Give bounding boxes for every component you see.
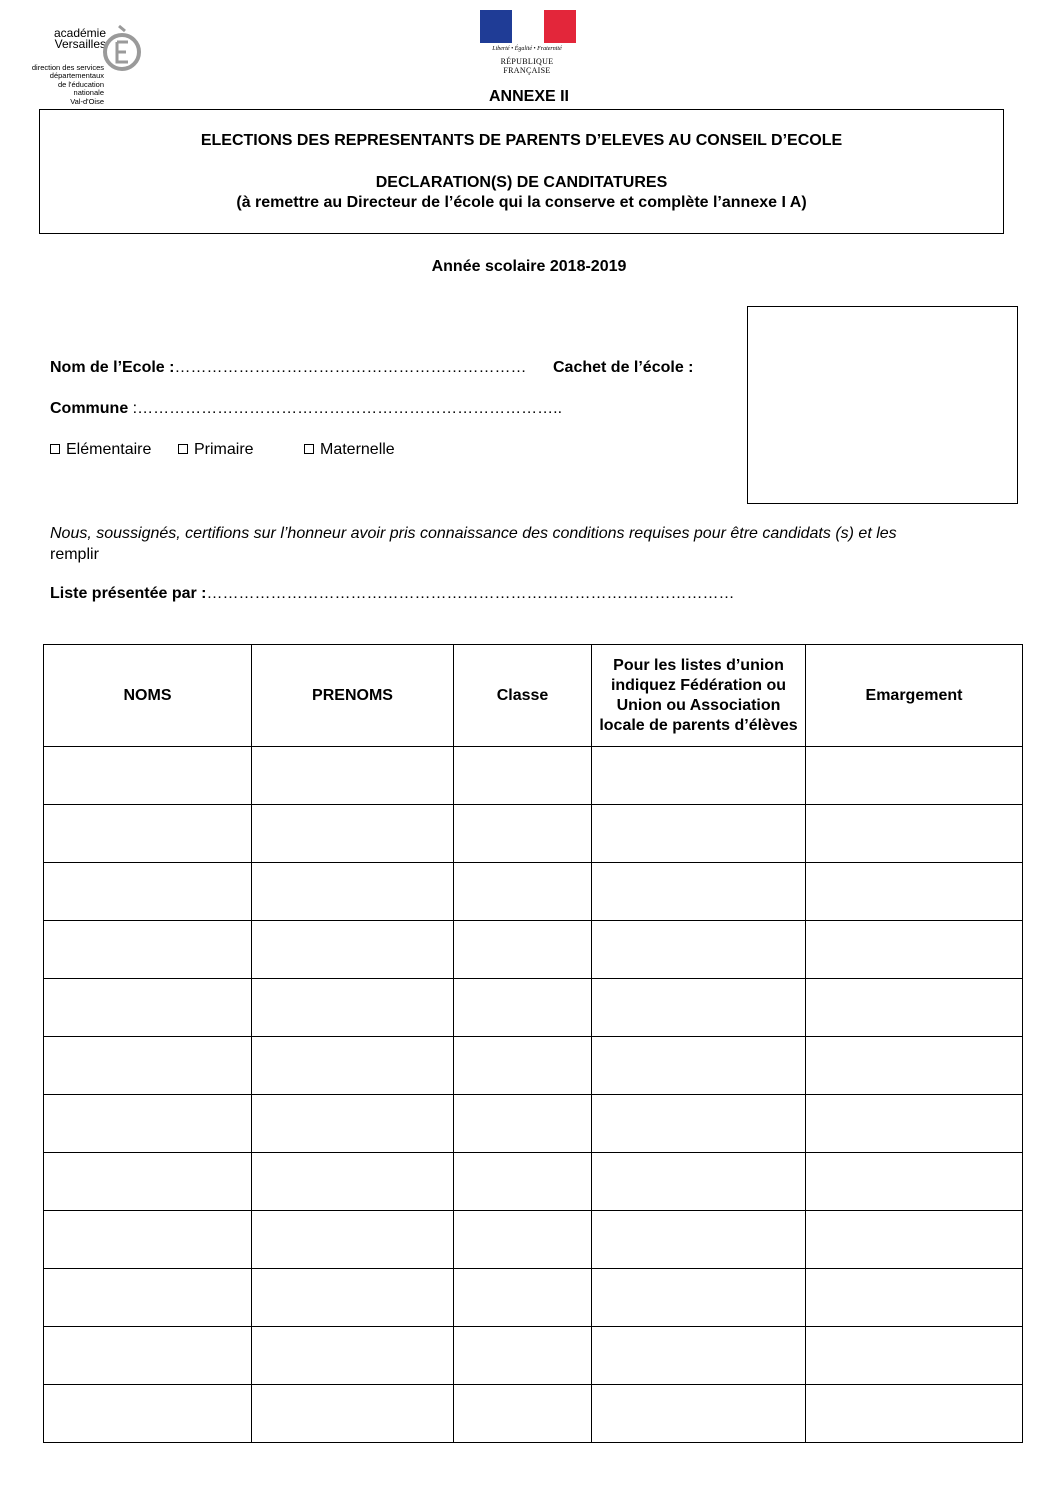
declaration-title: DECLARATION(S) DE CANDITATURES [375, 174, 668, 191]
school-name-dots: ………………………………………………………… [174, 359, 527, 376]
cell-union[interactable] [592, 1095, 806, 1153]
cell-union[interactable] [592, 979, 806, 1037]
cell-nom[interactable] [44, 863, 252, 921]
cell-union[interactable] [592, 1385, 806, 1443]
cell-prenom[interactable] [252, 979, 454, 1037]
table-row [44, 1269, 1023, 1327]
cell-union[interactable] [592, 1327, 806, 1385]
elections-title: ELECTIONS DES REPRESENTANTS DE PARENTS D’ELEVES AU CONSEIL D’ECOLE [200, 132, 843, 149]
col-header-classe: Classe [454, 645, 592, 747]
commune-label: Commune [50, 400, 129, 417]
annexe-title: ANNEXE II [488, 88, 569, 105]
table-row [44, 921, 1023, 979]
republique-francaise-logo [478, 10, 576, 74]
cell-classe[interactable] [454, 747, 592, 805]
cell-nom[interactable] [44, 1095, 252, 1153]
cell-nom[interactable] [44, 1037, 252, 1095]
cell-union[interactable] [592, 863, 806, 921]
table-row [44, 1327, 1023, 1385]
table-row [44, 805, 1023, 863]
cell-emargement[interactable] [806, 1095, 1023, 1153]
col-header-prenoms: PRENOMS [252, 645, 454, 747]
table-row [44, 1385, 1023, 1443]
cell-emargement[interactable] [806, 1037, 1023, 1095]
checkbox-icon[interactable] [304, 444, 314, 454]
school-type-elementaire[interactable]: Elémentaire [50, 441, 151, 459]
cell-union[interactable] [592, 1153, 806, 1211]
cell-nom[interactable] [44, 1385, 252, 1443]
attestation-italic: Nous, soussignés, certifions sur l’honneur avoir pris connaissance des conditions requises pour être candidats (s) et les [50, 525, 897, 542]
cell-prenom[interactable] [252, 1269, 454, 1327]
table-row [44, 747, 1023, 805]
cell-classe[interactable] [454, 1269, 592, 1327]
cell-emargement[interactable] [806, 979, 1023, 1037]
academie-department: direction des services départementaux de l'éducation nationale Val-d'Oise [31, 63, 104, 106]
cell-prenom[interactable] [252, 1095, 454, 1153]
attestation-statement [50, 523, 1010, 565]
list-presenter-label: Liste présentée par : [50, 585, 207, 602]
declaration-instructions: (à remettre au Directeur de l’école qui la conserve et complète l’annexe I A) [236, 194, 807, 211]
candidates-table [43, 644, 1023, 1443]
table-body [44, 747, 1023, 1443]
cell-nom[interactable] [44, 747, 252, 805]
checkbox-icon[interactable] [50, 444, 60, 454]
cell-prenom[interactable] [252, 1327, 454, 1385]
cell-prenom[interactable] [252, 921, 454, 979]
academie-name: académie Versailles [53, 26, 106, 51]
cell-prenom[interactable] [252, 863, 454, 921]
flag-red-stripe [544, 10, 576, 43]
cell-emargement[interactable] [806, 863, 1023, 921]
table-row [44, 1037, 1023, 1095]
cell-classe[interactable] [454, 979, 592, 1037]
list-presenter-dots: ……………………………………………………………………………………… [206, 585, 735, 602]
header-box [39, 109, 1004, 234]
cell-union[interactable] [592, 921, 806, 979]
cell-nom[interactable] [44, 805, 252, 863]
cell-nom[interactable] [44, 1211, 252, 1269]
table-row [44, 979, 1023, 1037]
republique-name: RÉPUBLIQUE FRANÇAISE [500, 57, 554, 75]
cell-classe[interactable] [454, 1037, 592, 1095]
republique-motto: Liberté • Égalité • Fraternité [492, 46, 562, 52]
cell-classe[interactable] [454, 1095, 592, 1153]
cell-prenom[interactable] [252, 805, 454, 863]
col-header-noms: NOMS [44, 645, 252, 747]
school-name-field[interactable] [50, 359, 526, 377]
cell-emargement[interactable] [806, 1327, 1023, 1385]
cell-classe[interactable] [454, 1153, 592, 1211]
cell-emargement[interactable] [806, 1385, 1023, 1443]
cell-classe[interactable] [454, 1211, 592, 1269]
col-header-union: Pour les listes d’union indiquez Fédération ou Union ou Association locale de parents d’élèves [592, 645, 806, 747]
cell-emargement[interactable] [806, 1211, 1023, 1269]
cell-prenom[interactable] [252, 1153, 454, 1211]
cell-union[interactable] [592, 1211, 806, 1269]
cell-nom[interactable] [44, 979, 252, 1037]
cell-classe[interactable] [454, 1327, 592, 1385]
table-row [44, 863, 1023, 921]
school-year: Année scolaire 2018-2019 [431, 258, 627, 275]
cell-nom[interactable] [44, 1327, 252, 1385]
table-row [44, 1153, 1023, 1211]
cell-emargement[interactable] [806, 921, 1023, 979]
table-header-row [44, 645, 1023, 747]
cell-prenom[interactable] [252, 747, 454, 805]
col-header-emargement: Emargement [806, 645, 1023, 747]
cell-classe[interactable] [454, 1385, 592, 1443]
flag-blue-stripe [480, 10, 512, 43]
cell-nom[interactable] [44, 921, 252, 979]
table-row [44, 1095, 1023, 1153]
school-type-primaire[interactable]: Primaire [178, 441, 254, 459]
cell-union[interactable] [592, 805, 806, 863]
attestation-rest: remplir [50, 546, 99, 563]
cell-nom[interactable] [44, 1269, 252, 1327]
checkbox-icon[interactable] [178, 444, 188, 454]
school-type-maternelle[interactable]: Maternelle [304, 441, 395, 459]
cell-prenom[interactable] [252, 1211, 454, 1269]
cell-prenom[interactable] [252, 1385, 454, 1443]
marianne-flag-icon [480, 10, 576, 43]
cell-nom[interactable] [44, 1153, 252, 1211]
cell-prenom[interactable] [252, 1037, 454, 1095]
table-row [44, 1211, 1023, 1269]
cell-union[interactable] [592, 1269, 806, 1327]
cell-emargement[interactable] [806, 1153, 1023, 1211]
commune-field[interactable] [50, 400, 562, 418]
commune-dots: :…………………………………………………………………….. [128, 400, 563, 417]
cell-emargement[interactable] [806, 747, 1023, 805]
cell-emargement[interactable] [806, 1269, 1023, 1327]
school-stamp-label: Cachet de l’école : [553, 359, 694, 376]
list-presenter-field[interactable] [50, 585, 735, 603]
cell-emargement[interactable] [806, 805, 1023, 863]
cell-classe[interactable] [454, 863, 592, 921]
cell-classe[interactable] [454, 805, 592, 863]
cell-classe[interactable] [454, 921, 592, 979]
academie-e-mark-icon [102, 22, 142, 78]
flag-white-stripe [512, 10, 544, 43]
school-name-label: Nom de l’Ecole : [50, 359, 175, 376]
school-stamp-box[interactable] [747, 306, 1018, 504]
cell-union[interactable] [592, 1037, 806, 1095]
cell-union[interactable] [592, 747, 806, 805]
